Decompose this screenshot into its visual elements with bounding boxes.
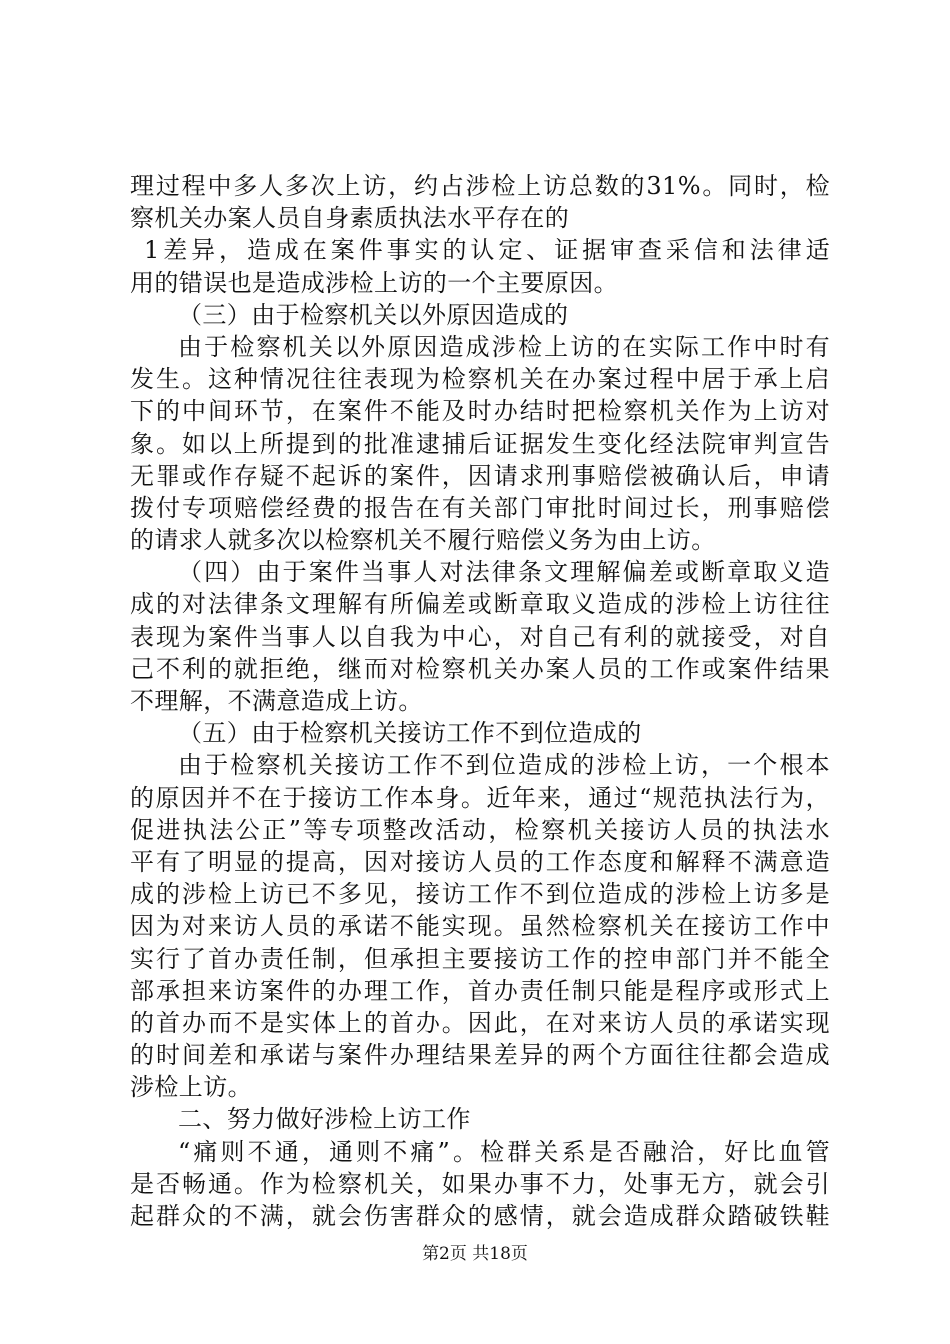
section-heading: （三）由于检察机关以外原因造成的 <box>178 300 569 329</box>
text-line: 因为对来访人员的承诺不能实现。虽然检察机关在接访工作中 <box>130 912 830 941</box>
text-line: “痛则不通，通则不痛”。检群关系是否融洽，好比血管 <box>178 1137 830 1166</box>
section-heading: （四）由于案件当事人对法律条文理解偏差或断章取义造 <box>178 558 830 587</box>
text-line: 象。如以上所提到的批准逮捕后证据发生变化经法院审判宣告 <box>130 429 830 458</box>
text-line: 用的错误也是造成涉检上访的一个主要原因。 <box>130 268 618 297</box>
text-line: 是否畅通。作为检察机关，如果办事不力，处事无方，就会引 <box>130 1169 830 1198</box>
text-line: 下的中间环节，在案件不能及时办结时把检察机关作为上访对 <box>130 397 830 426</box>
text-line: 促进执法公正”等专项整改活动，检察机关接访人员的执法水 <box>130 815 830 844</box>
text-line: 起群众的不满，就会伤害群众的感情，就会造成群众踏破铁鞋 <box>130 1202 830 1230</box>
text-line: 的请求人就多次以检察机关不履行赔偿义务为由上访。 <box>130 526 716 555</box>
page-number-footer: 第2页 共18页 <box>422 1244 528 1264</box>
text-line: 部承担来访案件的办理工作，首办责任制只能是程序或形式上 <box>130 976 830 1005</box>
text-line: 己不利的就拒绝，继而对检察机关办案人员的工作或案件结果 <box>130 654 830 683</box>
text-line: 拨付专项赔偿经费的报告在有关部门审批时间过长，刑事赔偿 <box>130 493 830 522</box>
document-body <box>130 170 830 1232</box>
text-line: 实行了首办责任制，但承担主要接访工作的控申部门并不能全 <box>130 944 830 973</box>
section-heading: （五）由于检察机关接访工作不到位造成的 <box>178 719 642 748</box>
text-line: 成的涉检上访已不多见，接访工作不到位造成的涉检上访多是 <box>130 880 830 909</box>
text-line: 由于检察机关接访工作不到位造成的涉检上访，一个根本 <box>178 751 830 780</box>
text-line: 的首办而不是实体上的首办。因此，在对来访人员的承诺实现 <box>130 1008 830 1037</box>
text-line: 1差异，造成在案件事实的认定、证据审查采信和法律适 <box>144 236 830 265</box>
section-heading: 二、努力做好涉检上访工作 <box>178 1105 471 1134</box>
text-line: 表现为案件当事人以自我为中心，对自己有利的就接受，对自 <box>130 622 830 651</box>
text-line: 理过程中多人多次上访，约占涉检上访总数的31%。同时，检 <box>130 172 830 200</box>
text-line: 察机关办案人员自身素质执法水平存在的 <box>130 204 570 233</box>
text-line: 由于检察机关以外原因造成涉检上访的在实际工作中时有 <box>178 332 830 361</box>
text-line: 平有了明显的提高，因对接访人员的工作态度和解释不满意造 <box>130 847 830 876</box>
text-line: 不理解，不满意造成上访。 <box>130 687 423 715</box>
text-line: 发生。这种情况往往表现为检察机关在办案过程中居于承上启 <box>130 365 830 394</box>
text-line: 成的对法律条文理解有所偏差或断章取义造成的涉检上访往往 <box>130 590 830 619</box>
text-line: 的原因并不在于接访工作本身。近年来，通过“规范执法行为， <box>130 783 830 812</box>
text-line: 涉检上访。 <box>130 1073 252 1102</box>
text-line: 的时间差和承诺与案件办理结果差异的两个方面往往都会造成 <box>130 1041 830 1070</box>
text-line: 无罪或作存疑不起诉的案件，因请求刑事赔偿被确认后，申请 <box>130 461 830 490</box>
